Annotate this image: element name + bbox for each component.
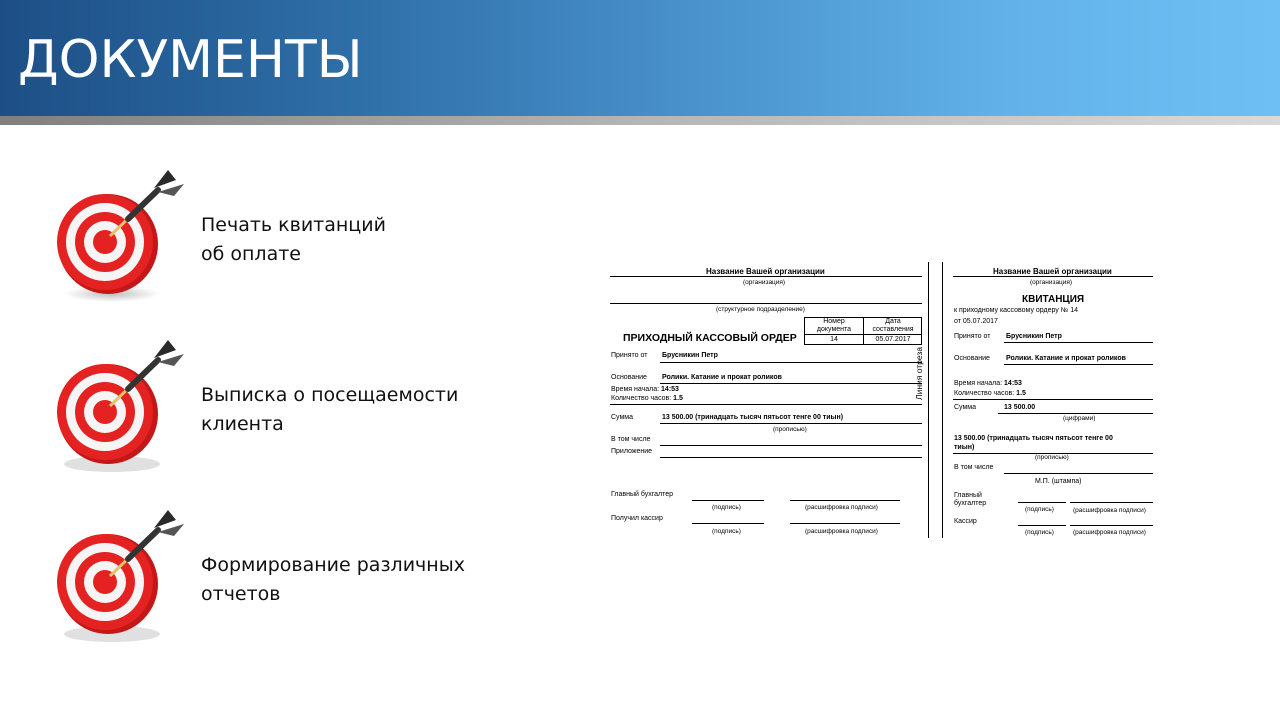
sum-words-1: 13 500.00 (тринадцать тысяч пятьсот тенге 00	[954, 435, 1113, 442]
feature-item	[201, 381, 458, 439]
divider	[805, 334, 921, 335]
hours-value: 1.5	[1016, 390, 1026, 397]
receipt-heading: КВИТАНЦИЯ	[1022, 294, 1085, 305]
divider	[610, 404, 922, 405]
accountant-label: бухгалтер	[954, 500, 987, 507]
stamp-label: М.П. (штампа)	[1035, 478, 1082, 485]
divider	[953, 399, 1153, 400]
words-caption: (прописью)	[773, 426, 807, 433]
hours-label: Количество часов:	[954, 390, 1015, 397]
start-label: Время начала:	[611, 386, 660, 393]
divider	[863, 318, 864, 344]
divider	[1004, 473, 1153, 474]
accountant-label: Главный бухгалтер	[611, 491, 673, 498]
target-dart-icon	[50, 336, 190, 476]
received-label: Принято от	[611, 352, 648, 359]
sum-value: 13 500.00 (тринадцать тысяч пятьсот тенге 00 тиын)	[662, 414, 844, 421]
doc-number-table	[804, 317, 922, 345]
cut-line	[942, 262, 943, 538]
target-dart-icon	[50, 506, 190, 646]
feature-text-line: Выписка о посещаемости	[201, 384, 459, 406]
sum-label: Сумма	[611, 414, 633, 421]
header-divider	[0, 116, 1280, 125]
divider	[660, 383, 922, 384]
received-value: Брусникин Петр	[662, 352, 718, 359]
sum-label: Сумма	[954, 404, 976, 411]
signature-line	[692, 500, 764, 501]
sum-value: 13 500.00	[1004, 404, 1036, 411]
cut-line-label: Линия отреза	[914, 346, 924, 400]
sign-caption: (подпись)	[1025, 506, 1054, 513]
start-label: Время начала:	[954, 380, 1003, 387]
basis-value: Ролики. Катание и прокат роликов	[662, 374, 782, 381]
signature-line	[790, 500, 900, 501]
order-org-name: Название Вашей организации	[706, 267, 825, 276]
divider	[1004, 342, 1153, 343]
feature-text-line: Печать квитанций	[201, 214, 386, 236]
hours-count	[611, 395, 683, 402]
start-value: 14:53	[661, 386, 679, 393]
signature-line	[790, 523, 900, 524]
num-value: 14	[830, 336, 838, 343]
decode-caption: (расшифровка подписи)	[805, 528, 878, 535]
org-caption: (организация)	[743, 279, 786, 286]
cashier-label: Получил кассир	[611, 515, 663, 522]
hours-value: 1.5	[673, 395, 683, 402]
basis-label: Основание	[954, 355, 990, 362]
including-label: В том числе	[954, 464, 994, 471]
to-order: к приходному кассовому ордеру № 14	[954, 307, 1078, 314]
including-label: В том числе	[611, 436, 651, 443]
order-heading: ПРИХОДНЫЙ КАССОВЫЙ ОРДЕР	[623, 332, 797, 344]
divider	[660, 457, 922, 458]
decode-caption: (расшифровка подписи)	[1073, 529, 1146, 536]
sign-caption: (подпись)	[712, 504, 741, 511]
cashier-label: Кассир	[954, 518, 977, 525]
dept-caption: (структурное подразделение)	[716, 306, 805, 313]
date-value: 05.07.2017	[875, 336, 911, 343]
hours-count	[954, 390, 1026, 397]
divider	[998, 413, 1153, 414]
received-label: Принято от	[954, 333, 991, 340]
feature-text-line: отчетов	[201, 583, 281, 605]
signature-line	[1070, 525, 1153, 526]
from-date: от 05.07.2017	[954, 318, 998, 325]
start-time	[611, 386, 679, 393]
divider	[1004, 364, 1153, 365]
sum-words-2: тиын)	[954, 444, 975, 451]
date-header: Дата составления	[872, 318, 914, 333]
decode-caption: (расшифровка подписи)	[805, 504, 878, 511]
sign-caption: (подпись)	[712, 528, 741, 535]
org-caption: (организация)	[1030, 279, 1073, 286]
attachment-label: Приложение	[611, 448, 653, 455]
signature-line	[1018, 502, 1066, 503]
divider	[610, 303, 922, 304]
feature-text-line: Формирование различных	[201, 554, 465, 576]
basis-value: Ролики. Катание и прокат роликов	[1006, 355, 1126, 362]
signature-line	[692, 523, 764, 524]
feature-item	[201, 211, 386, 269]
divider	[660, 445, 922, 446]
signature-line	[1018, 525, 1066, 526]
receipt-document	[608, 262, 1158, 542]
sign-caption: (подпись)	[1025, 529, 1054, 536]
digits-caption: (цифрами)	[1063, 415, 1096, 422]
feature-item	[201, 551, 465, 609]
received-value: Брусникин Петр	[1006, 333, 1062, 340]
cut-line	[928, 262, 929, 538]
target-dart-icon	[50, 166, 190, 306]
feature-text-line: клиента	[201, 413, 284, 435]
signature-line	[1070, 502, 1153, 503]
receipt-org-name: Название Вашей организации	[993, 267, 1112, 276]
page-title: ДОКУМЕНТЫ	[18, 30, 363, 90]
words-caption: (прописью)	[1035, 454, 1069, 461]
divider	[953, 276, 1153, 277]
divider	[660, 423, 922, 424]
start-time	[954, 380, 1022, 387]
basis-label: Основание	[611, 374, 647, 381]
divider	[660, 362, 922, 363]
start-value: 14:53	[1004, 380, 1022, 387]
accountant-label: Главный	[954, 492, 982, 499]
num-header: Номер документа	[816, 318, 852, 333]
feature-text-line: об оплате	[201, 243, 301, 265]
decode-caption: (расшифровка подписи)	[1073, 507, 1146, 514]
hours-label: Количество часов:	[611, 395, 672, 402]
divider	[610, 276, 922, 277]
